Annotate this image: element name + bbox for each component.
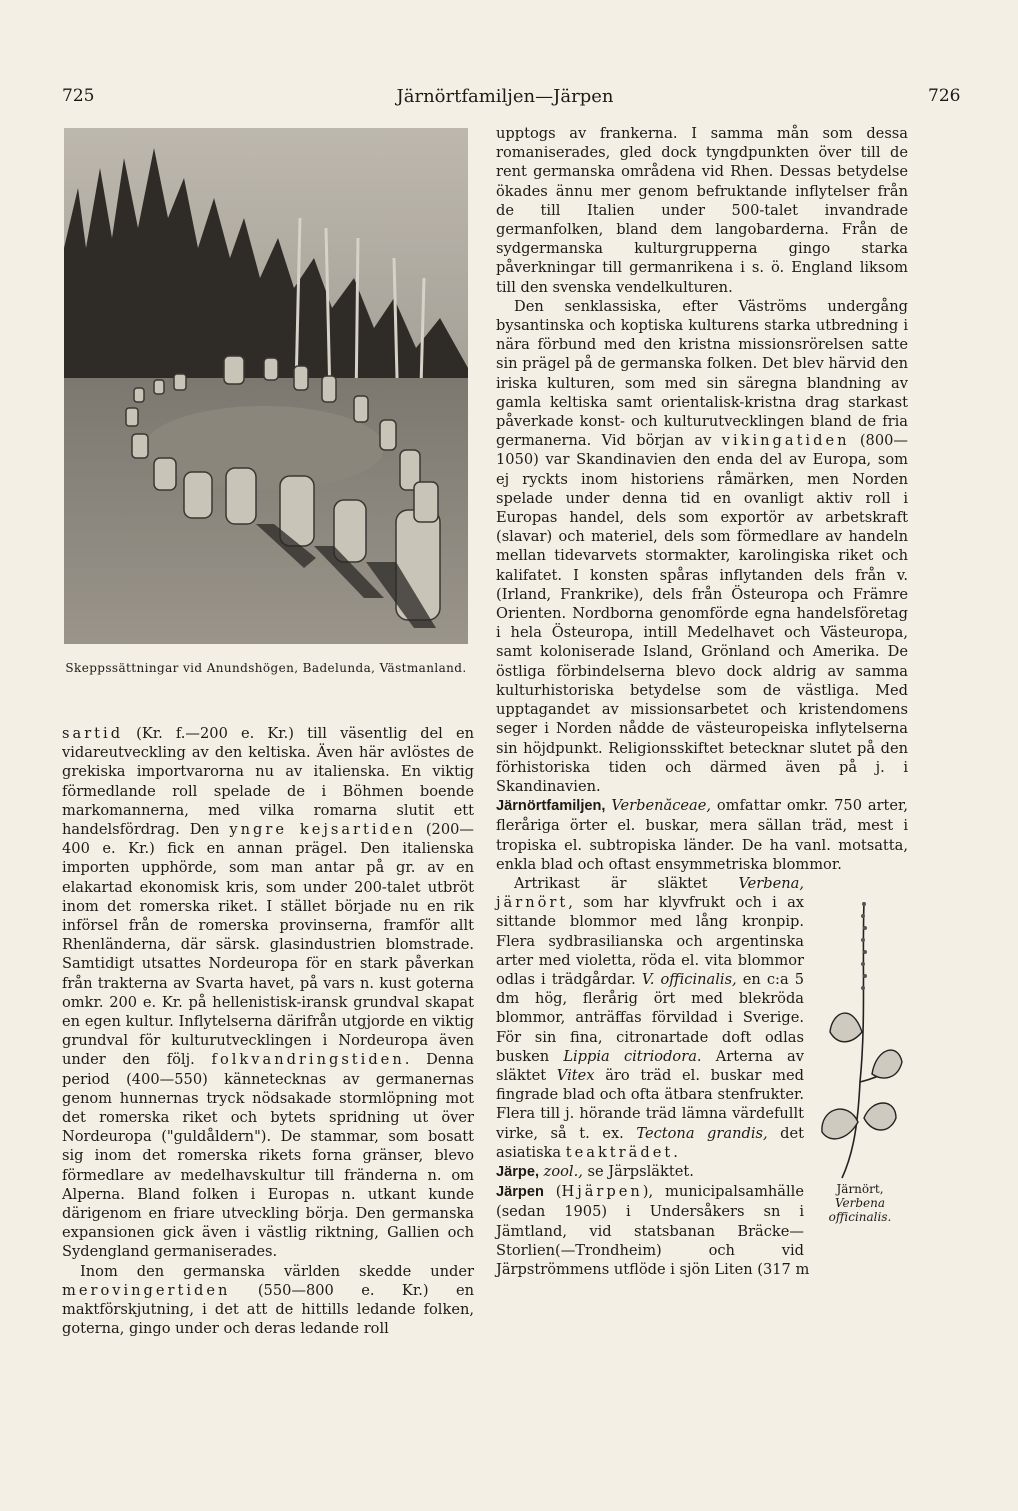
photo-caption: Skeppssättningar vid Anundshögen, Badelunda, Västmanland. [65,661,467,675]
figure-caption-line: Järnört, [836,1181,884,1196]
headword: Järpen [496,1184,544,1201]
spaced-term: vikingatiden [721,432,850,450]
entry-jarnortfamiljen [496,796,908,874]
figure-caption-latin: Verbena officinalis. [828,1195,892,1224]
latin-name: Vitex [556,1066,595,1084]
text-run: en c:a 5 dm hög, flerårig ört med blekröda blommor, anträffas förvildad i Sverige. För sin fina, citronartade doft odlas busken [496,970,805,1065]
left-page-number: 725 [62,86,95,106]
verbena-figure [812,882,908,1242]
figure-caption [812,1182,908,1224]
paragraph: upptogs av frankerna. I samma mån som dessa romaniserades, gled dock tyngdpunkten över till de rent germanska områdena vid Rhen. Dessas betydelse ökades ännu mer genom befruktande inflytelser från de till Italien under 500-talet invandrade germanfolken, bland dem langobarderna. Från de sydgermanska kulturgrupperna gingo starka påverkningar till germanrikena i s. ö. England liksom till den svenska vendelkulturen. [496,125,908,296]
spaced-term: Hjärpen [561,1183,643,1201]
text-run: Den senklassiska, efter Väströms undergång bysantinska och koptiska kulturens starka utbredning i nära förbund med den kristna missionsrörelsen satte sin prägel på de germanska folken. Det blev härvid den iriska kulturen, som med sin säregna blandning av gamla keltiska samt orientalisk-kristna drag starkast påverkade konst- och kulturutvecklingen bland de fria germanerna. Vid början av [496,297,908,450]
text-run: Arterna av släktet [496,1047,804,1084]
text-run: det asiatiska [496,1124,805,1161]
abbreviation: zool., [543,1162,583,1180]
latin-name: Tectona grandis, [636,1124,768,1142]
figure-caption-line [812,1196,908,1224]
latin-name: V. officinalis, [641,970,737,988]
spaced-term: merovingertiden [62,1281,231,1299]
spaced-term: folkvandringstiden [211,1051,405,1069]
text-run: Inom den germanska världen skedde under [80,1262,474,1280]
stone-ship-photo [64,128,468,644]
left-column [62,724,474,1339]
text-run: äro träd el. buskar med fingrade blad och ofta ätbara stenfrukter. Flera till j. hörande träd lämna värdefullt virke, så t. ex. [496,1066,804,1142]
headword: Järnörtfamiljen, [496,798,606,815]
text-run: (200—400 e. Kr.) fick en annan prägel. Den italienska importen upphörde, som man antar på gr. av en elakartad ekonomisk kris, som under 200-talet utbröt inom det romerska riket. I stället började nu en rik införsel från de romerska provinserna, framför allt Rhenländerna, där särsk. glasindustrien blomstrade. Samtidigt utsattes Nordeuropa för en stark påverkan från trakterna av Svarta havet, på vars n. kust goterna omkr. 200 e. Kr. på hellenistisk-iransk grundval skapat en egen kultur. Inflytelserna därifrån utgjorde en viktig grundval för kulturutvecklingen i Nordeuropa även under den följ. [62,821,475,1069]
paragraph [62,1262,474,1339]
text-run: , som har klyvfrukt och i ax sittande blommor med lång kronpip. Flera sydbrasilianska och argentinska arter med violetta, röda el. vita blommor odlas i trädgårdar. [496,894,804,988]
text-run: . Denna period (400—550) kännetecknas av germanernas genom hunnernas tryck nödsakade stormlöpning mot det romerska riket och bytets spridning ut över Nordeuropa ("guldåldern"). De stammar, som bosatt sig inom det romerska rikets forna gränser, blevo förmedlare av medelhavskultur till fränderna n. om Alperna. Bland folken i Europas n. utkant kunde därigenom en friare utveckling börja. Den germanska expansionen gick även i västlig riktning, Gallien och Sydengland germaniserades. [62,1051,474,1261]
spaced-term: yngre kejsartiden [229,821,416,839]
spaced-term: teakträdet [565,1143,674,1161]
right-page-number: 726 [928,86,961,106]
text-run: (550—800 e. Kr.) en maktförskjutning, i det att de hittills ledande folken, goterna, gingo under och deras ledande roll [62,1281,474,1338]
text-run: se Järpsläktet. [582,1162,694,1180]
text-run: (800—1050) var Skandinavien den enda del av Europa, som ej ryckts inom historiens råmärken, men Norden spelade under denna tid en ovanligt aktiv roll i Europas handel, dels som exportör av arbetskraft (slavar) och materiel, dels som förmedlare av handeln mellan tidevarvets stormakter, karolingiska riket och kalifatet. I konsten spåras inflytanden dels från v. (Irland, Frankrike), dels från Östeuropa och Främre Orienten. Nordborna genomförde egna handelsföretag i hela Östeuropa, intill Medelhavet och Västeuropa, samt koloniserade Island, Grönland och Amerika. De östliga förbindelserna blevo dock aldrig av samma kulturhistoriska betydelse som de västliga. Med upptagandet av missionsarbetet och kristendomens seger i Norden nådde de västeuropeiska inflytelserna sin höjdpunkt. Religionsskiftet betecknar slutet på den förhistoriska tiden och därmed även på j. i Skandinavien. [496,432,908,795]
latin-name: Lippia citriodora. [563,1047,702,1065]
right-column [496,124,908,1279]
paragraph [62,724,474,1262]
text-run: (Kr. f.—200 e. Kr.) till väsentlig del en vidareutveckling av den keltiska. Även här avlöstes de grekiska importvarorna nu av italienska. En viktig förmedlande roll spelade de i Böhmen boende markomannerna, med vilka romarna slutit ett handelsfördrag. Den [62,725,474,839]
text-run: Artrikast är släktet [514,874,739,892]
verbena-officinalis-illustration [812,882,908,1182]
running-head-title: Järnörtfamiljen—Järpen [396,86,614,107]
text-run: ), municipalsamhälle (sedan 1905) i Undersåkers sn i Jämtland, vid statsbanan Bräcke—Storlien(—Trondheim) och vid Järpströmmens utflöde i sjön Liten (317 m [496,1183,810,1278]
text-run: . [673,1143,678,1161]
spaced-term: järnört [496,894,569,912]
text-run: ( [543,1183,562,1201]
latin-name: Verbenăceae, [611,797,712,815]
latin-name: Verbena, [738,874,804,892]
paragraph [496,297,908,796]
headword: Järpe, [496,1163,539,1180]
text-run: omfattar omkr. 750 arter, fleråriga örter el. buskar, mera sällan träd, mest i tropiska el. subtropiska länder. De ha vanl. motsatta, enkla blad och oftast ensymmetriska blommor. [496,797,909,873]
spaced-term: sartid [62,725,124,742]
